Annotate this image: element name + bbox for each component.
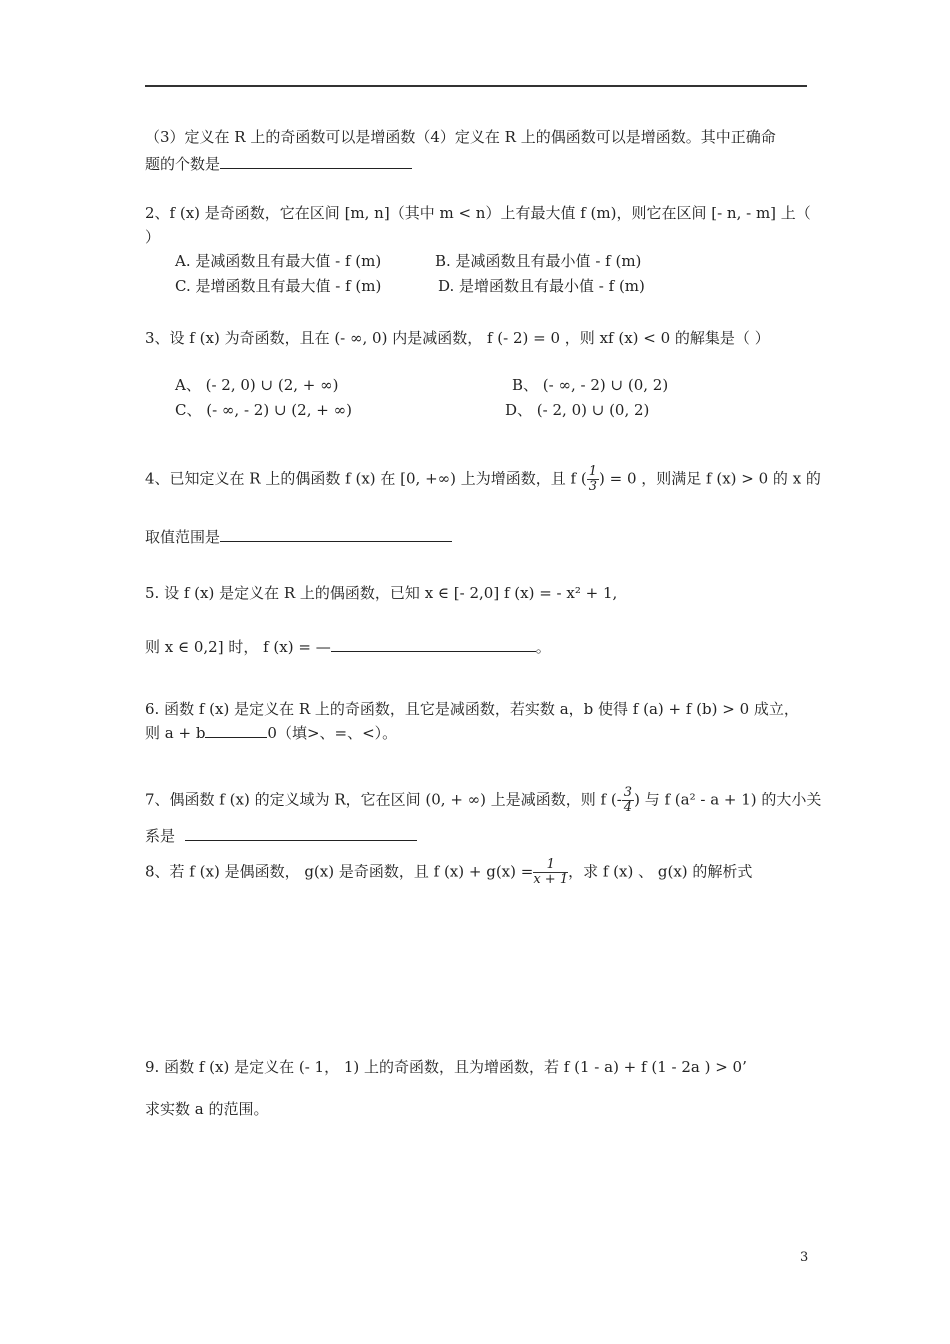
q8-pre: 8、若 f (x) 是偶函数， g(x) 是奇函数，且 f (x) + g(x) = xyxy=(145,862,534,881)
q3-option-a: A、 (- 2, 0) ∪ (2, + ∞) xyxy=(175,376,339,394)
q4-frac-num: 1 xyxy=(588,464,597,479)
page-number: 3 xyxy=(800,1250,809,1265)
q2-stem-cont: ） xyxy=(145,228,161,246)
q5-tail: 。 xyxy=(535,638,551,656)
q9-stem: 9. 函数 f (x) 是定义在 (- 1， 1) 上的奇函数，且为增函数，若 f (1 - a) + f (1 - 2a ) > 0’ xyxy=(145,1058,747,1076)
q8-frac-den: x + 1 xyxy=(533,872,569,887)
q6-expr: 则 a + b xyxy=(145,724,206,742)
header-rule xyxy=(145,85,807,87)
q7-frac-num: 3 xyxy=(623,785,633,800)
q7-stem xyxy=(145,786,821,815)
q4-line2 xyxy=(145,527,452,547)
q2-option-a: A. 是减函数且有最大值 - f (m) xyxy=(175,252,382,270)
q5-line2 xyxy=(145,637,551,657)
q5-answer-blank xyxy=(331,637,536,652)
q6-line2 xyxy=(145,723,397,743)
q7-frac-den: 4 xyxy=(623,800,633,815)
q5-text: 则 x ∈ 0,2] 时， f (x) = — xyxy=(145,638,331,656)
q4-answer-blank xyxy=(220,527,452,542)
q5-stem: 5. 设 f (x) 是定义在 R 上的偶函数，已知 x ∈ [- 2,0] f (x) = - x² + 1, xyxy=(145,584,618,602)
q2-option-b: B. 是减函数且有最小值 - f (m) xyxy=(435,252,642,270)
q9-line2: 求实数 a 的范围。 xyxy=(145,1100,269,1118)
q8-frac-num: 1 xyxy=(533,858,568,873)
q8-post: ，求 f (x) 、 g(x) 的解析式 xyxy=(568,862,753,881)
q2-option-d: D. 是增函数且有最小值 - f (m) xyxy=(438,277,645,295)
q7-post: ) 与 f (a² - a + 1) 的大小关 xyxy=(634,790,822,809)
q3-option-b: B、 (- ∞, - 2) ∪ (0, 2) xyxy=(512,376,669,394)
q6-answer-blank xyxy=(205,723,267,738)
q4-pre: 4、已知定义在 R 上的偶函数 f (x) 在 [0, +∞) 上为增函数，且 f ( xyxy=(145,469,587,488)
q7-pre: 7、偶函数 f (x) 的定义域为 R，它在区间 (0, + ∞) 上是减函数，则 f (- xyxy=(145,790,622,809)
q6-post: 0（填>、=、<）。 xyxy=(267,724,398,742)
q7-line2 xyxy=(145,826,417,846)
q8-stem xyxy=(145,858,752,887)
q3-option-d: D、 (- 2, 0) ∪ (0, 2) xyxy=(505,401,650,419)
q7-answer-blank xyxy=(185,826,417,841)
q1-answer-blank xyxy=(220,154,412,169)
q7-fraction xyxy=(622,786,634,815)
q3-stem: 3、设 f (x) 为奇函数，且在 (- ∞, 0) 内是减函数， f (- 2) = 0 ，则 xf (x) < 0 的解集是（ ） xyxy=(145,329,770,347)
q4-range-label: 取值范围是 xyxy=(145,528,221,546)
q7-relation-label: 系是 xyxy=(145,827,176,845)
q2-stem: 2、f (x) 是奇函数，它在区间 [m, n]（其中 m < n）上有最大值 f (m)，则它在区间 [- n, - m] 上（ xyxy=(145,204,811,222)
q4-stem xyxy=(145,465,821,494)
q4-post: ) = 0 ，则满足 f (x) > 0 的 x 的 xyxy=(599,469,821,488)
q4-frac-den: 3 xyxy=(588,479,597,494)
q2-option-c: C. 是增函数且有最大值 - f (m) xyxy=(175,277,382,295)
q6-stem: 6. 函数 f (x) 是定义在 R 上的奇函数，且它是减函数，若实数 a，b 使得 f (a) + f (b) > 0 成立， xyxy=(145,700,799,718)
q1-line2 xyxy=(145,154,412,174)
q4-fraction xyxy=(587,465,599,494)
q1-text: 题的个数是 xyxy=(145,155,221,173)
q3-option-c: C、 (- ∞, - 2) ∪ (2, + ∞) xyxy=(175,401,352,419)
q1-line1: （3）定义在 R 上的奇函数可以是增函数（4）定义在 R 上的偶函数可以是增函数。其中正确命 xyxy=(145,128,776,146)
q8-fraction xyxy=(533,858,568,887)
